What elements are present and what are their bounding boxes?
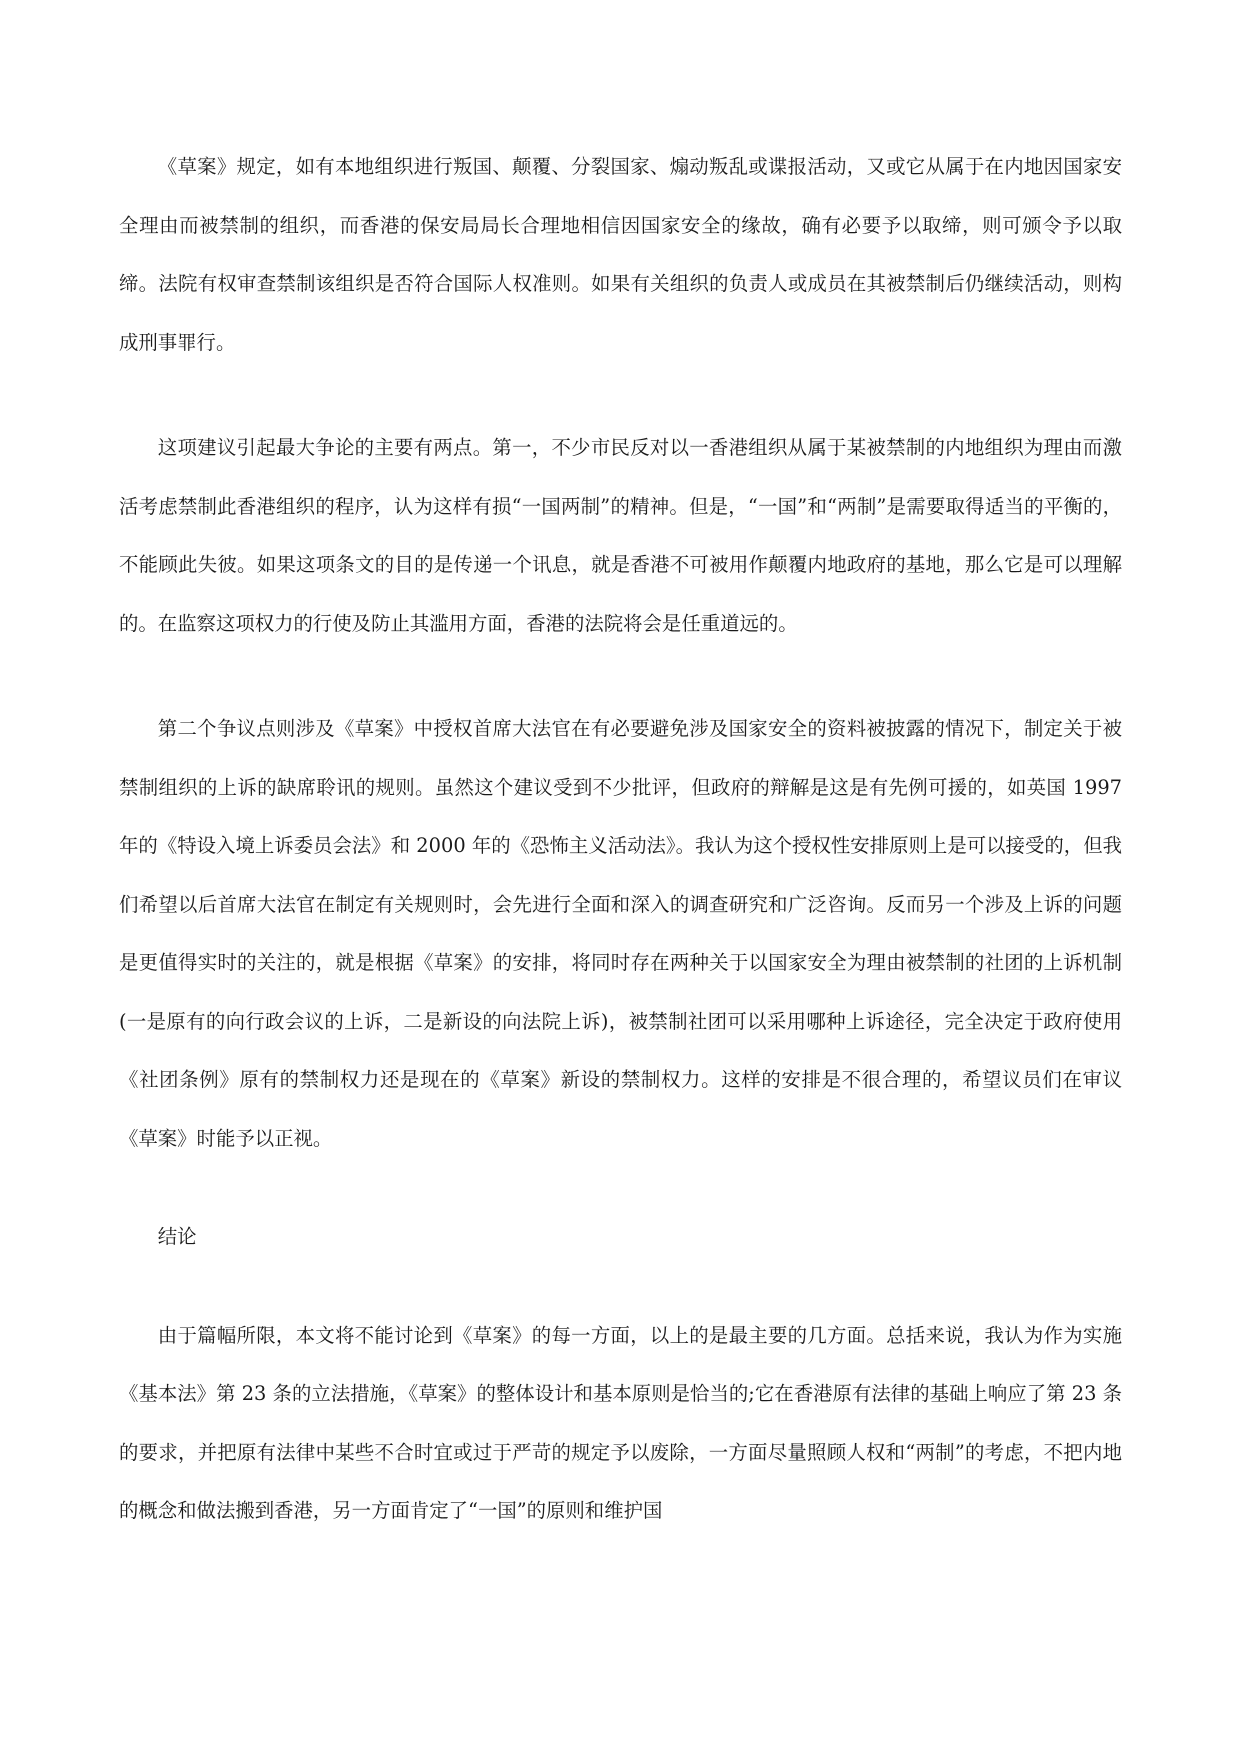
section-heading: 结论 [157, 1225, 197, 1248]
paragraph-spacer [119, 653, 1122, 700]
paragraph-1: 《草案》规定，如有本地组织进行叛国、颠覆、分裂国家、煽动叛乱或谍报活动，又或它从属于在内地因国家安全理由而被禁制的组织，而香港的保安局局长合理地相信因国家安全的缘故，确有必要予以取缔，则可颁令予以取缔。法院有权审查禁制该组织是否符合国际人权准则。如果有关组织的负责人或成员在其被禁制后仍继续活动，则构成刑事罪行。 [119, 155, 1122, 354]
document-page [119, 138, 1129, 1541]
paragraph-spacer [119, 372, 1122, 419]
paragraph-3: 第二个争议点则涉及《草案》中授权首席大法官在有必要避免涉及国家安全的资料被披露的情况下，制定关于被禁制组织的上诉的缺席聆讯的规则。虽然这个建议受到不少批评，但政府的辩解是这是有先例可援的，如英国 1997 年的《特设入境上诉委员会法》和 2000 年的《恐怖主义活动法》。我认为这个授权性安排原则上是可以接受的，但我们希望以后首席大法官在制定有关规则时，会先进行全面和深入的调查研究和广泛咨询。反而另一个涉及上诉的问题是更值得实时的关注的，就是根据《草案》的安排，将同时存在两种关于以国家安全为理由被禁制的社团的上诉机制(一是原有的向行政会议的上诉，二是新设的向法院上诉)，被禁制社团可以采用哪种上诉途径，完全决定于政府使用《社团条例》原有的禁制权力还是现在的《草案》新设的禁制权力。这样的安排是不很合理的，希望议员们在审议《草案》时能予以正视。 [119, 717, 1129, 1150]
paragraph-2: 这项建议引起最大争论的主要有两点。第一，不少市民反对以一香港组织从属于某被禁制的内地组织为理由而激活考虑禁制此香港组织的程序，认为这样有损“一国两制”的精神。但是，“一国”和“两制”是需要取得适当的平衡的，不能顾此失彼。如果这项条文的目的是传递一个讯息，就是香港不可被用作颠覆内地政府的基地，那么它是可以理解的。在监察这项权力的行使及防止其滥用方面，香港的法院将会是任重道远的。 [119, 436, 1122, 635]
paragraph-spacer [119, 1267, 1122, 1307]
paragraph-spacer [119, 1168, 1122, 1208]
conclusion-paragraph: 由于篇幅所限，本文将不能讨论到《草案》的每一方面，以上的是最主要的几方面。总括来说，我认为作为实施《基本法》第 23 条的立法措施，《草案》的整体设计和基本原则是恰当的;它在香港原有法律的基础上响应了第 23 条的要求，并把原有法律中某些不合时宜或过于严苛的规定予以废除，一方面尽量照顾人权和“两制”的考虑，不把内地的概念和做法搬到香港，另一方面肯定了“一国”的原则和维护国 [119, 1323, 1122, 1522]
